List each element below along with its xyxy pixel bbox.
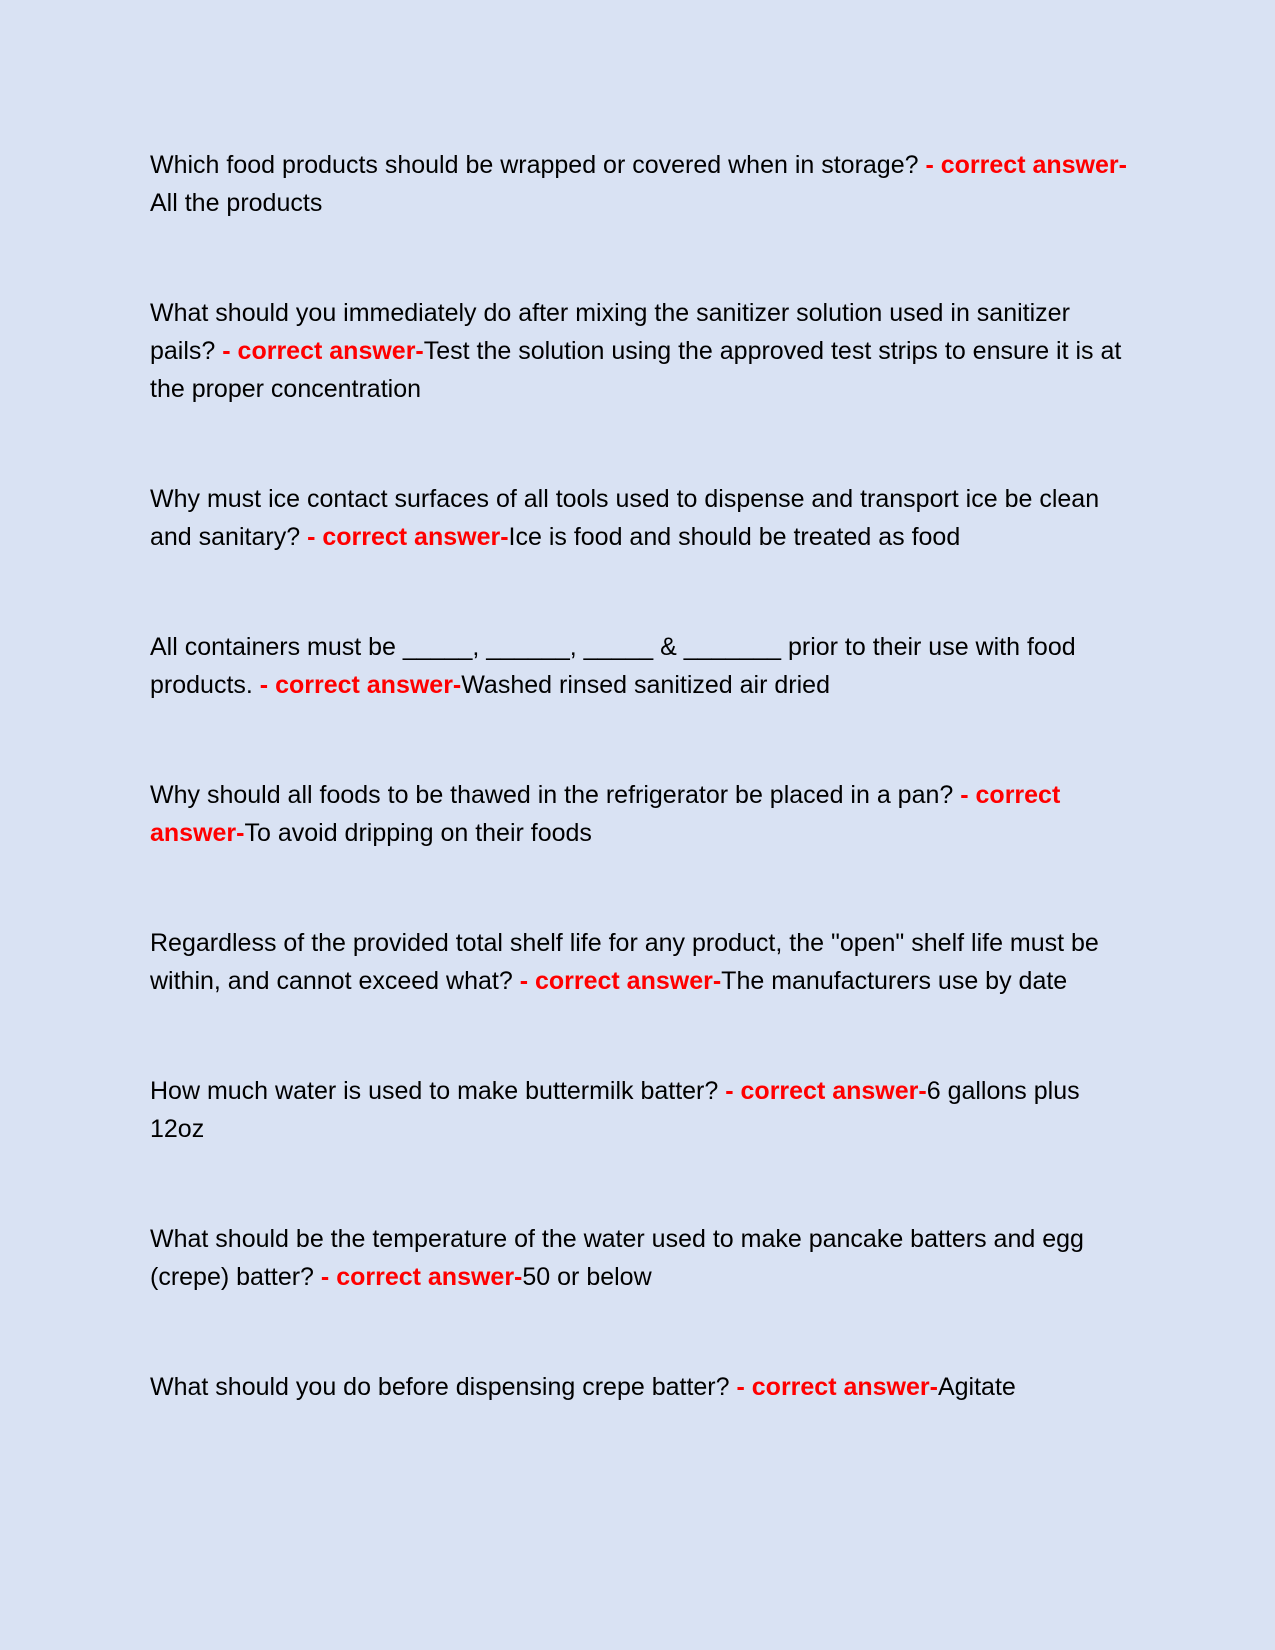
answer-text: The manufacturers use by date [721, 967, 1068, 995]
question-text: Which food products should be wrapped or covered when in storage? [150, 151, 919, 179]
answer-text: Test the solution using the approved test strips to ensure it is at the proper concentration [150, 337, 1122, 403]
correct-answer-marker: - correct answer- [222, 337, 424, 365]
qa-item [150, 1368, 1140, 1406]
qa-item [150, 776, 1140, 852]
correct-answer-marker: - correct answer- [150, 781, 1061, 847]
qa-item [150, 294, 1140, 408]
correct-answer-marker: - correct answer- [320, 1263, 523, 1291]
correct-answer-marker: - correct answer- [736, 1373, 938, 1401]
question-text: What should you immediately do after mixing the sanitizer solution used in sanitizer pails? [150, 299, 1070, 365]
qa-item [150, 146, 1140, 222]
correct-answer-marker: - correct answer- [519, 967, 722, 995]
question-text: Why should all foods to be thawed in the refrigerator be placed in a pan? [150, 781, 954, 809]
qa-item [150, 480, 1140, 556]
qa-item [150, 924, 1140, 1000]
answer-text: Agitate [937, 1373, 1016, 1401]
correct-answer-marker: - correct answer- [725, 1077, 927, 1105]
qa-item [150, 1220, 1140, 1296]
question-text: How much water is used to make buttermilk batter? [150, 1077, 719, 1105]
answer-text: To avoid dripping on their foods [244, 819, 592, 847]
correct-answer-marker: - correct answer- [259, 671, 462, 699]
answer-text: Washed rinsed sanitized air dried [461, 671, 830, 699]
answer-text: 6 gallons plus 12oz [150, 1077, 1080, 1143]
question-text: What should you do before dispensing crepe batter? [150, 1373, 730, 1401]
qa-item [150, 1072, 1140, 1148]
qa-item [150, 628, 1140, 704]
answer-text: 50 or below [522, 1263, 652, 1291]
question-text: Regardless of the provided total shelf life for any product, the "open" shelf life must be within, and cannot exceed what? [150, 929, 1099, 995]
question-text: Why must ice contact surfaces of all tools used to dispense and transport ice be clean and sanitary? [150, 485, 1100, 551]
correct-answer-marker: - correct answer- [925, 151, 1127, 179]
correct-answer-marker: - correct answer- [307, 523, 509, 551]
document-page [150, 146, 1140, 1478]
answer-text: All the products [150, 189, 323, 217]
question-text: All containers must be _____, ______, _____ & _______ prior to their use with food products. [150, 633, 1076, 699]
question-text: What should be the temperature of the water used to make pancake batters and egg (crepe) batter? [150, 1225, 1084, 1291]
answer-text: Ice is food and should be treated as food [508, 523, 961, 551]
